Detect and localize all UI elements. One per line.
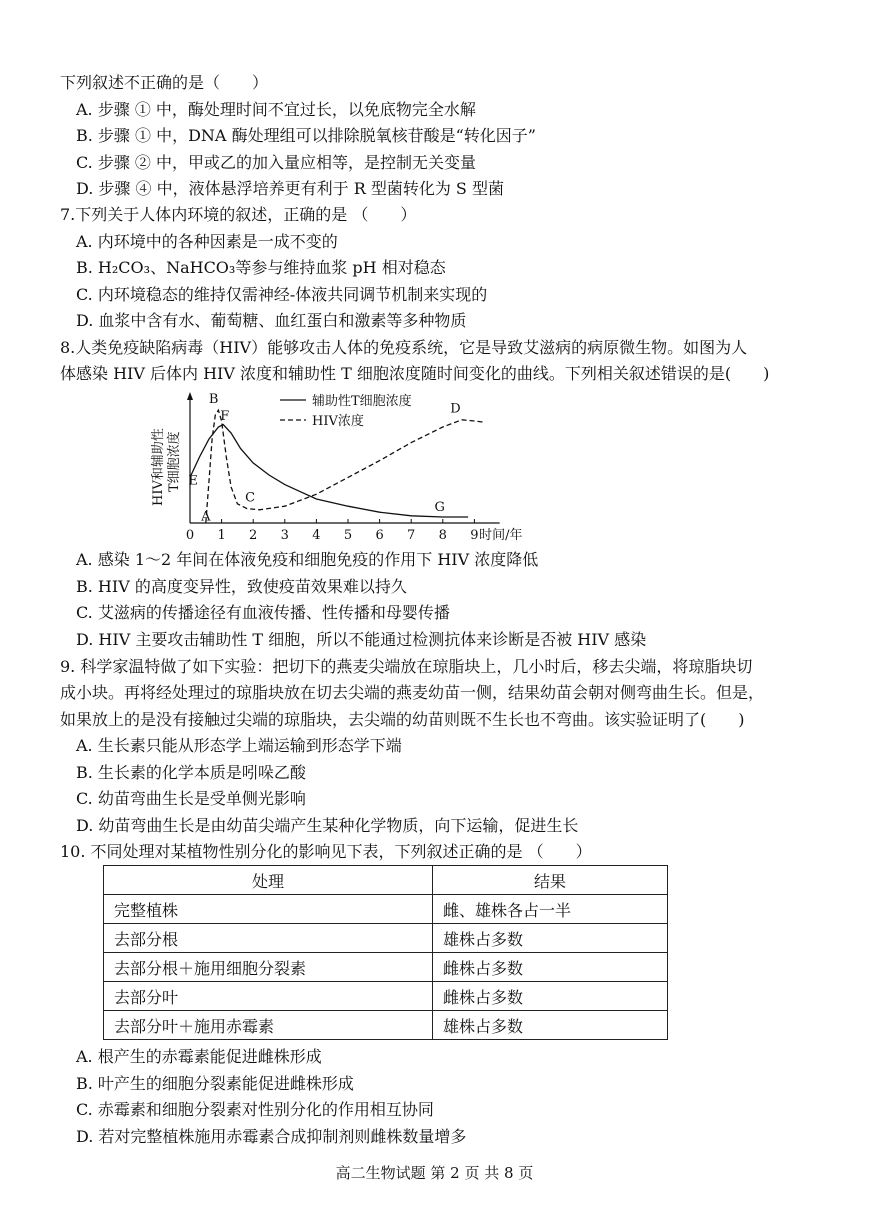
table-cell: 去部分根＋施用细胞分裂素: [104, 953, 433, 982]
legend-label: 辅助性T细胞浓度: [312, 394, 412, 409]
y-axis-label-line2: T细胞浓度: [167, 431, 182, 492]
table-cell: 完整植株: [104, 895, 433, 924]
point-label: C: [245, 490, 256, 506]
x-tick-label: 7: [407, 528, 416, 543]
q10-option-c: C. 赤霉素和细胞分裂素对性别分化的作用相互协同: [76, 1100, 434, 1119]
table-header-row: [104, 866, 668, 895]
point-label: E: [188, 473, 198, 489]
table-row: [104, 895, 668, 924]
hiv-chart: [150, 388, 550, 548]
page-footer: 高二生物试题 第 2 页 共 8 页: [335, 1164, 534, 1182]
q10-option-d: D. 若对完整植株施用赤霉素合成抑制剂则雌株数量增多: [76, 1127, 467, 1146]
q10-stem: 10. 不同处理对某植物性别分化的影响见下表，下列叙述正确的是 （ ）: [60, 842, 592, 861]
x-tick-label: 2: [249, 528, 258, 543]
x-tick-label: 3: [280, 528, 289, 543]
q8-option-d: D. HIV 主要攻击辅助性 T 细胞，所以不能通过检测抗体来诊断是否被 HIV 感染: [76, 630, 647, 649]
table-cell: 去部分叶: [104, 982, 433, 1011]
table-header-cell: 结果: [433, 866, 668, 895]
x-tick-label: 1: [217, 528, 226, 543]
table-cell: 雄株占多数: [433, 924, 668, 953]
q7-option-a: A. 内环境中的各种因素是一成不变的: [76, 232, 338, 251]
x-tick-label: 4: [312, 528, 321, 543]
q7-stem: 7.下列关于人体内环境的叙述，正确的是 （ ）: [60, 205, 417, 224]
x-tick-label: 8: [438, 528, 447, 543]
table-row: [104, 982, 668, 1011]
table-row: [104, 953, 668, 982]
q7-option-c: C. 内环境稳态的维持仅需神经-体液共同调节机制来实现的: [76, 285, 488, 304]
q6-option-d: D. 步骤 ④ 中，液体悬浮培养更有利于 R 型菌转化为 S 型菌: [76, 179, 504, 198]
q9-option-c: C. 幼苗弯曲生长是受单侧光影响: [76, 789, 306, 808]
q6-intro: 下列叙述不正确的是（ ）: [60, 73, 269, 92]
point-label: G: [434, 500, 445, 515]
q9-stem-line1: 9. 科学家温特做了如下实验：把切下的燕麦尖端放在琼脂块上，几小时后，移去尖端，将琼脂块切: [60, 657, 753, 676]
table-cell: 去部分根: [104, 924, 433, 953]
t-cell-concentration-line: [190, 425, 468, 517]
x-tick-label: 6: [375, 528, 384, 543]
q9-stem-line3: 如果放上的是没有接触过尖端的琼脂块，去尖端的幼苗则既不生长也不弯曲。该实验证明了( ): [60, 710, 745, 729]
table-cell: 雌株占多数: [433, 982, 668, 1011]
table-row: [104, 924, 668, 953]
q9-option-a: A. 生长素只能从形态学上端运输到形态学下端: [76, 736, 402, 755]
x-axis-label: 时间/年: [479, 528, 523, 543]
x-tick-label: 0: [185, 528, 195, 543]
legend-label: HIV浓度: [312, 414, 364, 429]
treatment-table: [103, 865, 668, 1040]
table-cell: 雄株占多数: [433, 1011, 668, 1040]
q6-option-a: A. 步骤 ① 中，酶处理时间不宜过长，以免底物完全水解: [76, 100, 476, 119]
table-header-cell: 处理: [104, 866, 433, 895]
table-cell: 雌、雄株各占一半: [433, 895, 668, 924]
q7-option-d: D. 血浆中含有水、葡萄糖、血红蛋白和激素等多种物质: [76, 311, 467, 330]
q6-option-c: C. 步骤 ② 中，甲或乙的加入量应相等，是控制无关变量: [76, 153, 477, 172]
q9-option-b: B. 生长素的化学本质是吲哚乙酸: [76, 763, 306, 782]
point-label: D: [450, 401, 461, 417]
q8-option-c: C. 艾滋病的传播途径有血液传播、性传播和母婴传播: [76, 603, 450, 622]
table-cell: 雌株占多数: [433, 953, 668, 982]
x-tick-label: 9: [470, 528, 479, 543]
table-row: [104, 1011, 668, 1040]
table-cell: 去部分叶＋施用赤霉素: [104, 1011, 433, 1040]
point-label: A: [201, 509, 211, 525]
q8-stem-line1: 8.人类免疫缺陷病毒（HIV）能够攻击人体的免疫系统，它是导致艾滋病的病原微生物。如图为人: [60, 338, 748, 357]
point-label: F: [220, 408, 230, 424]
q10-option-b: B. 叶产生的细胞分裂素能促进雌株形成: [76, 1074, 354, 1093]
x-tick-label: 5: [343, 528, 353, 543]
q9-option-d: D. 幼苗弯曲生长是由幼苗尖端产生某种化学物质，向下运输，促进生长: [76, 816, 579, 835]
q6-option-b: B. 步骤 ① 中，DNA 酶处理组可以排除脱氧核苷酸是“转化因子”: [76, 126, 536, 145]
q8-option-a: A. 感染 1～2 年间在体液免疫和细胞免疫的作用下 HIV 浓度降低: [76, 550, 539, 569]
y-axis-arrow: [187, 392, 193, 400]
q7-option-b: B. H₂CO₃、NaHCO₃等参与维持血浆 pH 相对稳态: [76, 258, 446, 277]
q8-stem-line2: 体感染 HIV 后体内 HIV 浓度和辅助性 T 细胞浓度随时间变化的曲线。下列相关叙述错误的是( ): [60, 364, 770, 383]
point-label: B: [208, 392, 219, 407]
q9-stem-line2: 成小块。再将经处理过的琼脂块放在切去尖端的燕麦幼苗一侧，结果幼苗会朝对侧弯曲生长。但是，: [60, 683, 765, 702]
q10-option-a: A. 根产生的赤霉素能促进雌株形成: [76, 1047, 322, 1066]
q8-option-b: B. HIV 的高度变异性，致使疫苗效果难以持久: [76, 577, 407, 596]
y-axis-label-line1: HIV和辅助性: [151, 428, 166, 506]
